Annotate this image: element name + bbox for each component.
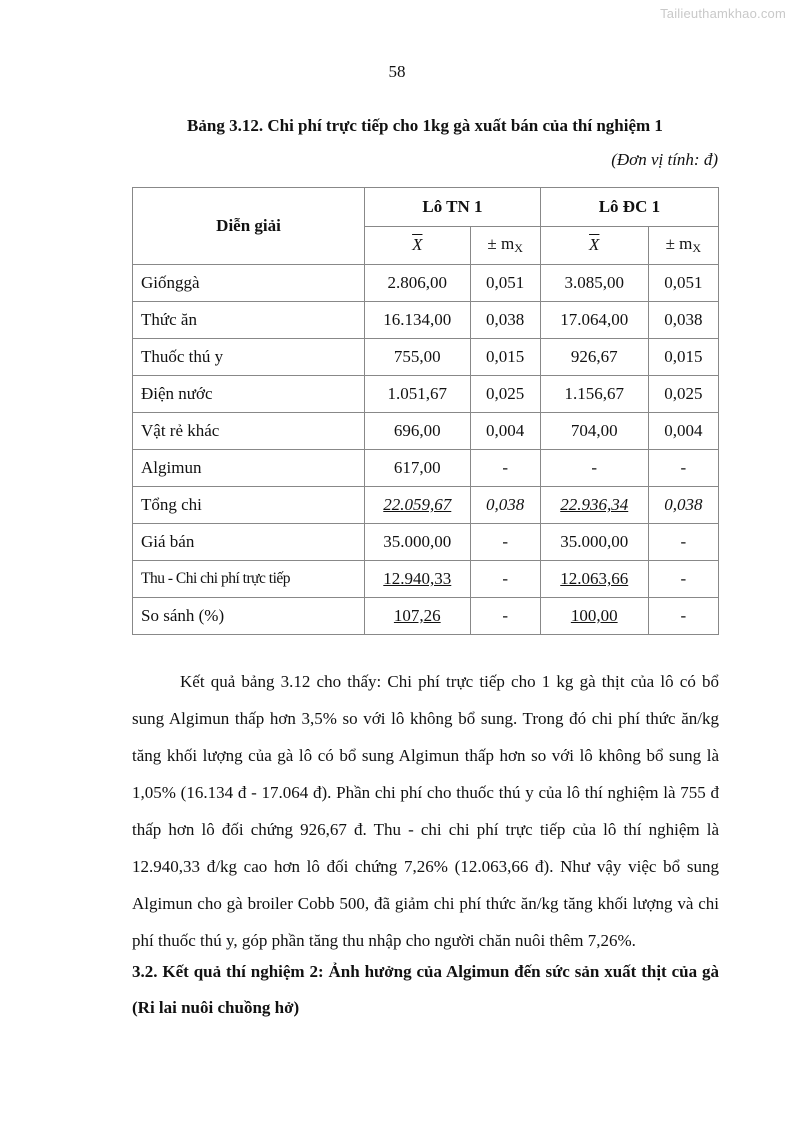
cell-tn-sd: 0,038 <box>486 495 525 514</box>
table-row <box>133 598 719 635</box>
cell-tn-sd: 0,015 <box>470 339 540 376</box>
header-label: Diễn giải <box>133 188 365 265</box>
cell-tn-mean: 696,00 <box>365 413 470 450</box>
cell-tn-mean: 12.940,33 <box>383 569 452 588</box>
table-row <box>133 265 719 302</box>
header-dc-sd: ± $m_X$ <box>648 226 718 265</box>
table-row <box>133 561 719 598</box>
cell-dc-mean: 35.000,00 <box>540 524 648 561</box>
cell-tn-mean: 617,00 <box>365 450 470 487</box>
cell-tn-sd: 0,004 <box>470 413 540 450</box>
cell-tn-sd: 0,051 <box>470 265 540 302</box>
cell-tn-mean: 1.051,67 <box>365 376 470 413</box>
cell-dc-sd: 0,038 <box>664 495 703 514</box>
table-row <box>133 413 719 450</box>
row-label: Giá bán <box>133 524 365 561</box>
row-label: So sánh (%) <box>133 598 365 635</box>
table-row <box>133 376 719 413</box>
header-group-tn: Lô TN 1 <box>365 188 541 227</box>
unit-note: (Đơn vị tính: đ) <box>611 150 718 169</box>
cell-tn-mean: 16.134,00 <box>365 302 470 339</box>
cost-table <box>132 187 719 635</box>
row-label: Thức ăn <box>133 302 365 339</box>
cell-tn-mean: 2.806,00 <box>365 265 470 302</box>
cell-tn-sd: - <box>470 524 540 561</box>
table-row-total <box>133 487 719 524</box>
cell-tn-mean: 755,00 <box>365 339 470 376</box>
cell-dc-mean: 1.156,67 <box>540 376 648 413</box>
cell-tn-mean: 35.000,00 <box>365 524 470 561</box>
row-label: Thuốc thú y <box>133 339 365 376</box>
cell-tn-sd: 0,038 <box>470 302 540 339</box>
cell-dc-mean: 22.936,34 <box>560 495 629 514</box>
header-group-dc: Lô ĐC 1 <box>540 188 718 227</box>
header-tn-mean: $\overline{X}$ <box>365 226 470 265</box>
watermark: Tailieuthamkhao.com <box>660 6 786 21</box>
cell-dc-sd: 0,015 <box>648 339 718 376</box>
section-heading: 3.2. Kết quả thí nghiệm 2: Ảnh hưởng của Algimun đến sức sản xuất thịt của gà (Ri lai nuôi chuồng hở) <box>132 962 719 1017</box>
cell-dc-mean: 12.063,66 <box>560 569 629 588</box>
cell-dc-sd: - <box>648 450 718 487</box>
cell-dc-mean: - <box>540 450 648 487</box>
table-row <box>133 302 719 339</box>
header-tn-sd: ± $m_X$ <box>470 226 540 265</box>
cell-tn-sd: - <box>470 561 540 598</box>
cell-tn-sd: - <box>470 450 540 487</box>
table-row <box>133 524 719 561</box>
row-label: Điện nước <box>133 376 365 413</box>
cell-tn-mean: 22.059,67 <box>383 495 452 514</box>
cell-dc-sd: 0,025 <box>648 376 718 413</box>
table-row <box>133 339 719 376</box>
cell-dc-sd: - <box>648 561 718 598</box>
cell-dc-mean: 17.064,00 <box>540 302 648 339</box>
cell-tn-mean: 107,26 <box>393 606 441 625</box>
header-dc-mean: $\overline{X}$ <box>540 226 648 265</box>
row-label: Giốnggà <box>133 265 365 302</box>
cell-dc-mean: 704,00 <box>540 413 648 450</box>
row-label: Tổng chi <box>133 487 365 524</box>
body-paragraph: Kết quả bảng 3.12 cho thấy: Chi phí trực tiếp cho 1 kg gà thịt của lô có bổ sung Algimun thấp hơn 3,5% so với lô không bổ sung. Trong đó chi phí thức ăn/kg tăng khối lượng của gà lô có bổ sung Algimun thấp hơn so với lô không bổ sung là 1,05% (16.134 đ - 17.064 đ). Phần chi phí cho thuốc thú y của lô thí nghiệm là 755 đ thấp hơn lô đối chứng 926,67 đ. Thu - chi chi phí trực tiếp của lô thí nghiệm là 12.940,33 đ/kg cao hơn lô đối chứng 7,26% (12.063,66 đ). Như vậy việc bổ sung Algimun cho gà broiler Cobb 500, đã giảm chi phí thức ăn/kg tăng khối lượng và chi phí thuốc thú y, góp phần tăng thu nhập cho người chăn nuôi thêm 7,26%. <box>132 672 719 950</box>
table-title: Bảng 3.12. Chi phí trực tiếp cho 1kg gà xuất bán của thí nghiệm 1 <box>187 116 663 135</box>
cell-dc-mean: 926,67 <box>540 339 648 376</box>
cell-dc-sd: - <box>648 524 718 561</box>
cell-tn-sd: - <box>470 598 540 635</box>
cell-dc-sd: 0,038 <box>648 302 718 339</box>
cell-dc-sd: 0,004 <box>648 413 718 450</box>
row-label: Vật rẻ khác <box>133 413 365 450</box>
cell-dc-sd: - <box>648 598 718 635</box>
page-number: 58 <box>388 62 406 81</box>
row-label: Algimun <box>133 450 365 487</box>
row-label: Thu - Chi chi phí trực tiếp <box>133 561 365 598</box>
table-row <box>133 450 719 487</box>
cell-dc-mean: 100,00 <box>570 606 618 625</box>
cell-dc-sd: 0,051 <box>648 265 718 302</box>
cell-tn-sd: 0,025 <box>470 376 540 413</box>
cell-dc-mean: 3.085,00 <box>540 265 648 302</box>
